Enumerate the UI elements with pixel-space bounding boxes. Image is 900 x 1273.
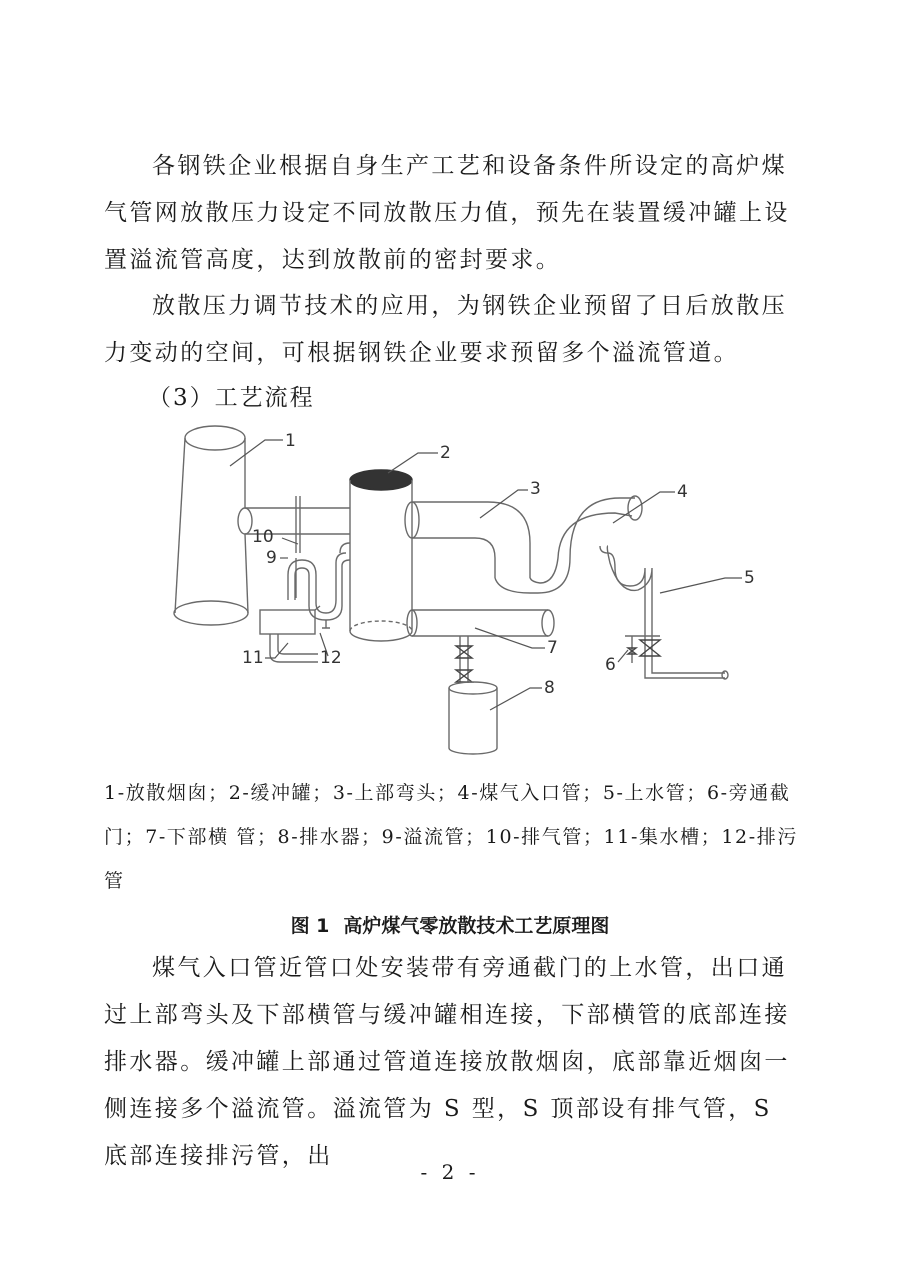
caption-title: 高炉煤气零放散技术工艺原理图	[343, 915, 610, 937]
drainer-drawing	[449, 636, 497, 754]
body-paragraph-1: 各钢铁企业根据自身生产工艺和设备条件所设定的高炉煤气管网放散压力设定不同放散压力值，预先在装置缓冲罐上设置溢流管高度，达到放散前的密封要求。	[104, 153, 790, 273]
figure-legend: 1-放散烟囱；2-缓冲罐；3-上部弯头；4-煤气入口管；5-上水管；6-旁通截门；7-下部横 管；8-排水器；9-溢流管；10-排气管；11-集水槽；12-排污管	[104, 782, 798, 892]
process-diagram	[170, 418, 755, 763]
body-paragraph-3: 煤气入口管近管口处安装带有旁通截门的上水管，出口通过上部弯头及下部横管与缓冲罐相连接，下部横管的底部连接排水器。缓冲罐上部通过管道连接放散烟囱，底部靠近烟囱一侧连接多个溢流管。溢流管为 S 型，S 顶部设有排气管，S 底部连接排污管，出	[104, 955, 790, 1169]
section-heading: （3）工艺流程	[148, 385, 315, 411]
figure-caption	[0, 906, 900, 946]
label-10: 10	[252, 527, 274, 547]
upper-elbow-drawing	[405, 502, 530, 578]
label-8: 8	[544, 678, 555, 698]
overflow-assembly-drawing	[260, 496, 350, 662]
label-7: 7	[547, 638, 558, 658]
label-6: 6	[605, 655, 616, 675]
label-4: 4	[677, 482, 688, 502]
page-number: - 2 -	[420, 1160, 480, 1184]
water-supply-pipe-drawing	[600, 546, 728, 679]
label-11: 11	[242, 648, 264, 668]
label-3: 3	[530, 479, 541, 499]
chimney-drawing	[174, 426, 248, 625]
label-12: 12	[320, 648, 342, 668]
leader-lines	[230, 440, 742, 710]
label-5: 5	[744, 568, 755, 588]
caption-number: 图 1	[290, 915, 330, 937]
label-9: 9	[266, 548, 277, 568]
buffer-tank-drawing	[350, 470, 412, 641]
body-paragraph-2: 放散压力调节技术的应用，为钢铁企业预留了日后放散压力变动的空间，可根据钢铁企业要求预留多个溢流管道。	[104, 293, 787, 366]
label-2: 2	[440, 443, 451, 463]
lower-pipe-drawing	[407, 610, 554, 636]
label-1: 1	[285, 431, 296, 451]
